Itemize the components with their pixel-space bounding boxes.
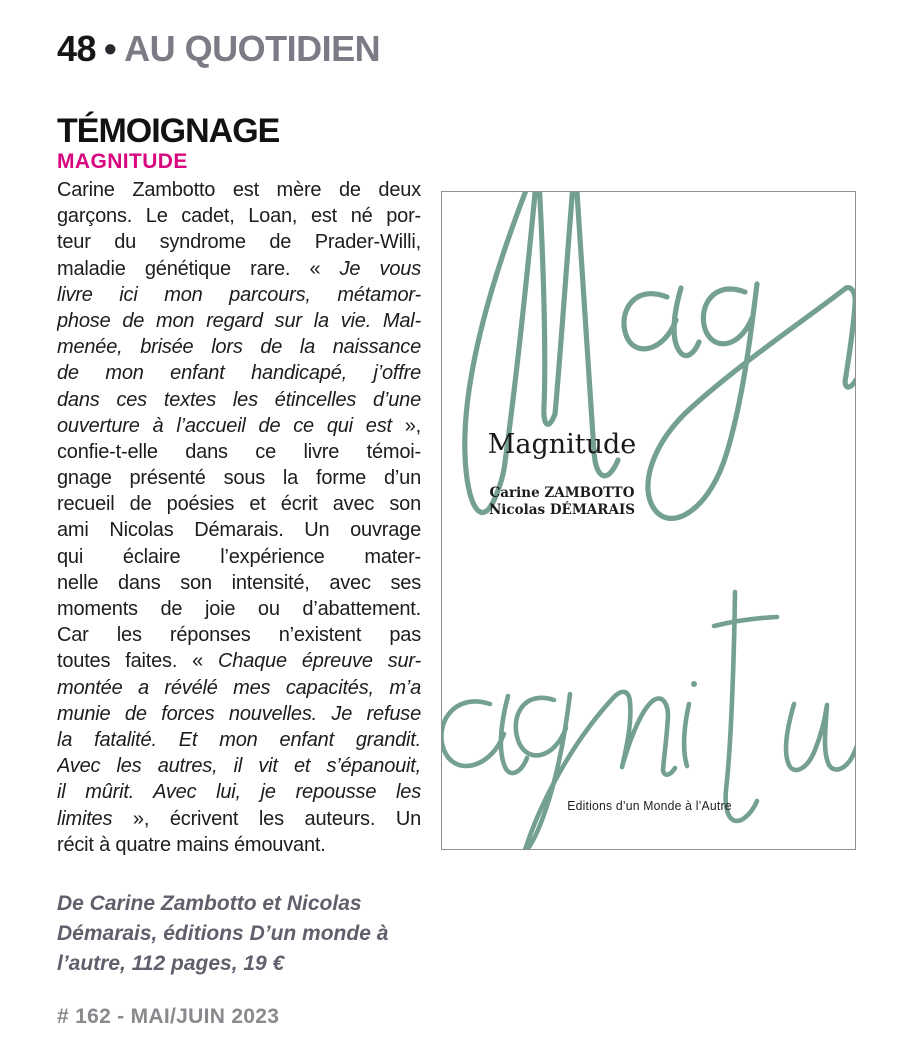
body-line: limites », écrivent les auteurs. Un [57, 807, 421, 830]
body-line: garçons. Le cadet, Loan, est né por- [57, 205, 421, 228]
byline-line: De Carine Zambotto et Nicolas [57, 892, 362, 915]
body-line: qui éclaire l’expérience mater- [57, 545, 421, 568]
book-author-2: Nicolas DÉMARAIS [488, 502, 636, 518]
body-line: recueil de poésies et écrit avec son [57, 493, 421, 516]
body-line: phose de mon regard sur la vie. Mal- [57, 309, 421, 332]
body-line: montée a révélé mes capacités, m’a [57, 676, 421, 699]
body-line: il mûrit. Avec lui, je repousse les [57, 781, 421, 804]
body-line: Avec les autres, il vit et s’épanouit, [57, 755, 421, 778]
article-title: MAGNITUDE [57, 150, 188, 173]
body-line: teur du syndrome de Prader-Willi, [57, 231, 421, 254]
body-line: récit à quatre mains émouvant. [57, 833, 326, 856]
page-number: 48 [57, 28, 97, 69]
article-body [57, 177, 421, 858]
body-line: nelle dans son intensité, avec ses [57, 571, 421, 594]
body-line: livre ici mon parcours, métamor- [57, 283, 421, 306]
book-cover [441, 191, 856, 850]
book-authors [442, 485, 682, 519]
body-line: dans ces textes les étincelles d’une [57, 388, 421, 411]
body-line: de mon enfant handicapé, j’offre [57, 362, 421, 385]
cover-script-artwork [442, 192, 856, 850]
body-line: munie de forces nouvelles. Je refuse [57, 702, 421, 725]
body-line: menée, brisée lors de la naissance [57, 336, 421, 359]
byline-line: l’autre, 112 pages, 19 € [57, 952, 285, 975]
body-line: ouverture à l’accueil de ce qui est », [57, 414, 421, 437]
section-title: AU QUOTIDIEN [124, 28, 381, 69]
article-byline [57, 889, 427, 979]
issue-footer: # 162 - MAI/JUIN 2023 [57, 1005, 280, 1028]
body-line: moments de joie ou d’abattement. [57, 598, 421, 620]
byline-line: Démarais, éditions D’un monde à [57, 922, 389, 945]
body-line: la fatalité. Et mon enfant grandit. [57, 728, 421, 751]
body-line: Carine Zambotto est mère de deux [57, 179, 421, 201]
article-kicker: TÉMOIGNAGE [57, 112, 280, 150]
body-line: ami Nicolas Démarais. Un ouvrage [57, 519, 421, 542]
body-line: gnage présenté sous la forme d’un [57, 467, 421, 490]
bullet-separator: • [104, 28, 117, 69]
book-title: Magnitude [487, 429, 637, 460]
book-author-1: Carine ZAMBOTTO [489, 485, 635, 501]
body-line: confie-t-elle dans ce livre témoi- [57, 440, 421, 463]
body-line: maladie génétique rare. « Je vous [57, 257, 421, 280]
book-publisher: Editions d’un Monde à l’Autre [567, 798, 732, 813]
script-word-top [465, 192, 856, 518]
body-line: toutes faites. « Chaque épreuve sur- [57, 650, 421, 673]
body-line: Car les réponses n’existent pas [57, 624, 421, 647]
page-header [57, 28, 380, 70]
